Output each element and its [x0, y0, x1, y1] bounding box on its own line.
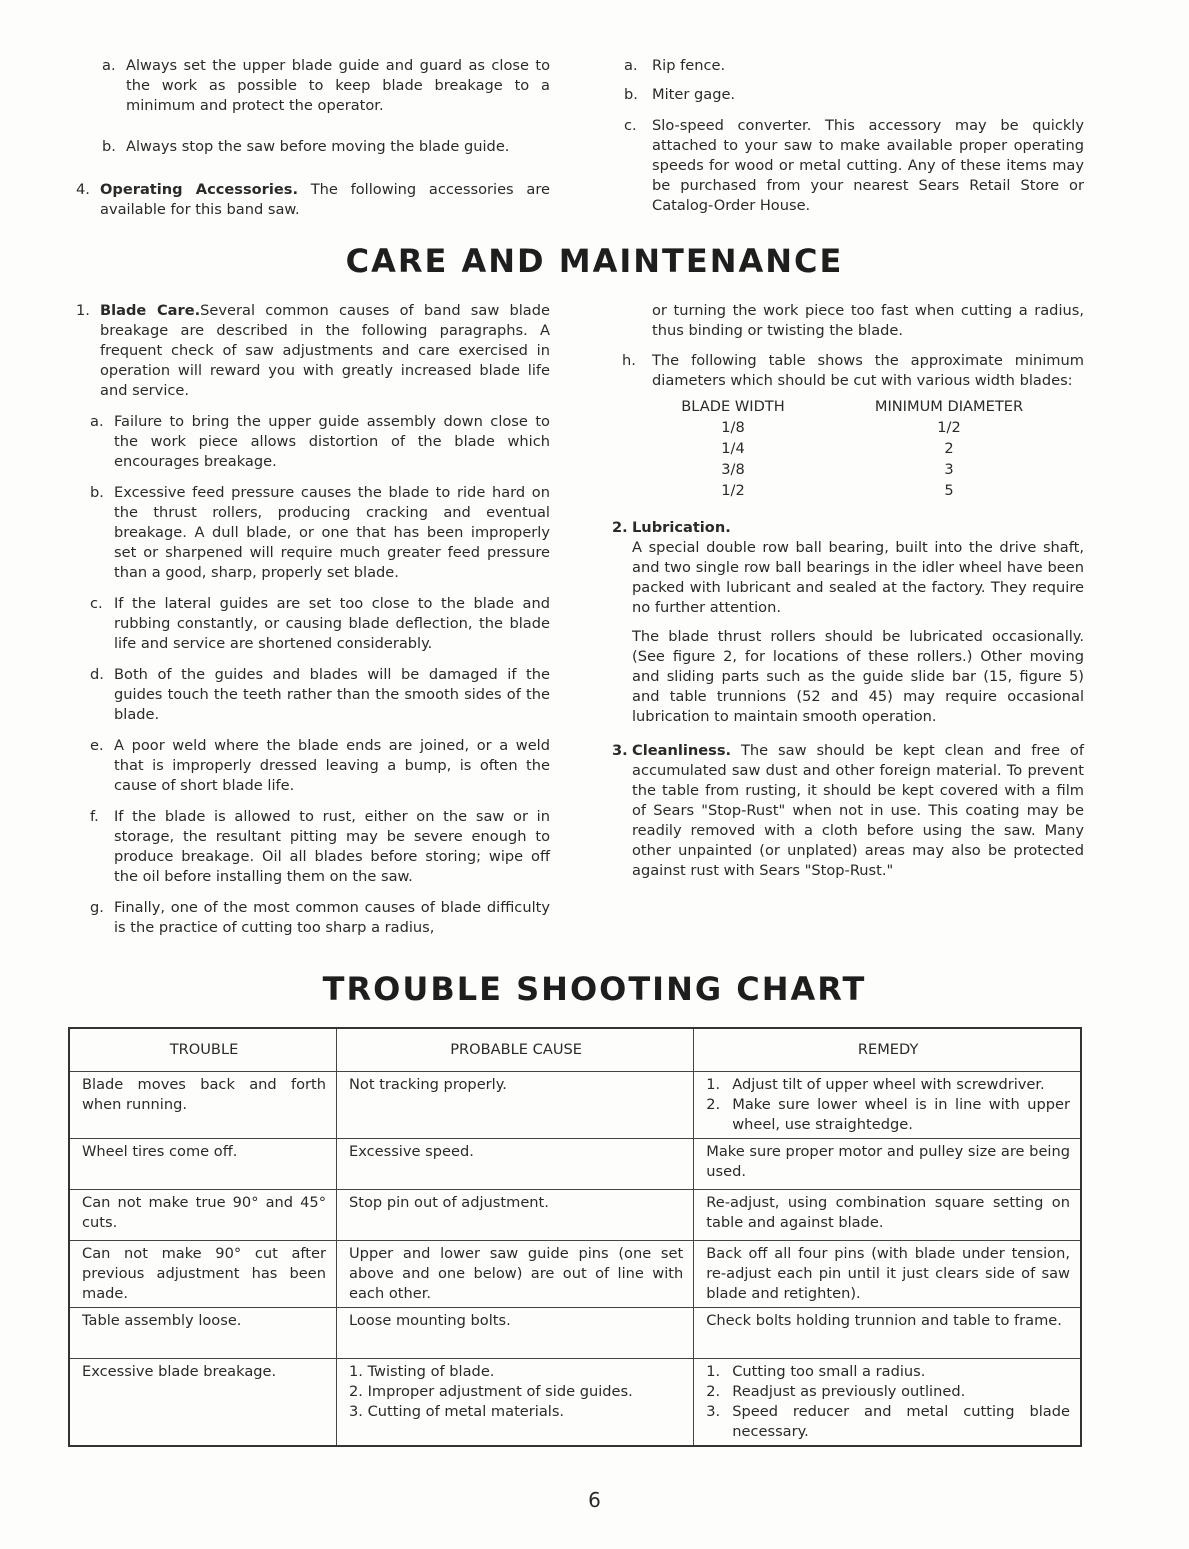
table-row: [69, 1072, 1081, 1139]
cause-line: Loose mounting bolts.: [349, 1312, 511, 1329]
blade-care-list: [76, 412, 550, 938]
remedy-line: [706, 1311, 1070, 1331]
trouble-cell: Excessive blade breakage.: [69, 1359, 337, 1447]
section-number: 1.: [76, 302, 90, 319]
table-cell: 1/2: [937, 419, 961, 436]
item-label: b.: [90, 484, 104, 501]
trouble-cell: Can not make true 90° and 45° cuts.: [69, 1190, 337, 1241]
item-text: Failure to bring the upper guide assembly down close to the work piece allows distortion of the blade which encourages breakage.: [114, 413, 550, 470]
remedy-cell: [694, 1241, 1081, 1308]
item-text: Finally, one of the most common causes of blade difficulty is the practice of cutting too sharp a radius,: [114, 899, 550, 936]
item-text: If the lateral guides are set too close to the blade and rubbing constantly, or causing blade deflection, the blade life and service are shortened considerably.: [114, 595, 550, 652]
table-row: [69, 1308, 1081, 1359]
table-row: [652, 481, 1084, 502]
trouble-cell: Table assembly loose.: [69, 1308, 337, 1359]
cause-line: 2. Improper adjustment of side guides.: [349, 1383, 633, 1400]
section-text: Several common causes of band saw blade breakage are described in the following paragraphs. A frequent check of saw adjustments and care exercised in operation will reward you with greatly increased blade life and service.: [100, 302, 550, 399]
remedy-cell: [694, 1139, 1081, 1190]
table-row: [652, 460, 1084, 481]
remedy-number: 2.: [706, 1383, 721, 1400]
remedy-text: Make sure proper motor and pulley size are being used.: [706, 1143, 1070, 1180]
table-cell: 3: [944, 461, 954, 478]
item-label: f.: [90, 808, 99, 825]
table-header-row: [652, 397, 1084, 418]
list-item: [90, 736, 550, 796]
section-cleanliness: [612, 741, 1084, 881]
list-item: [622, 351, 1084, 391]
cause-cell: [337, 1190, 694, 1241]
section-operating-accessories: [76, 180, 550, 220]
list-item: [90, 412, 550, 472]
item-label: e.: [90, 737, 104, 754]
remedy-line: [706, 1244, 1070, 1304]
remedy-cell: [694, 1072, 1081, 1139]
remedy-text: Re-adjust, using combination square setting on table and against blade.: [706, 1194, 1070, 1231]
item-label: a.: [90, 413, 104, 430]
section-paragraph: The blade thrust rollers should be lubricated occasionally. (See figure 2, for locations of these rollers.) Other moving and sliding parts such as the guide slide bar (15, figure 5) and table trunnions (52 and 45) may require occasional lubrication to maintain smooth operation.: [632, 628, 1084, 725]
column-header: BLADE WIDTH: [681, 398, 785, 415]
remedy-cell: [694, 1359, 1081, 1447]
list-item: [90, 483, 550, 583]
table-row: [652, 418, 1084, 439]
remedy-text: Adjust tilt of upper wheel with screwdriver.: [732, 1076, 1045, 1093]
column-header: MINIMUM DIAMETER: [874, 398, 1024, 415]
remedy-number: 3.: [706, 1403, 721, 1420]
remedy-line: [706, 1362, 1070, 1382]
cause-cell: [337, 1139, 694, 1190]
care-maintenance-heading: CARE AND MAINTENANCE: [345, 242, 844, 280]
list-item: [624, 56, 1084, 76]
remedy-number: 2.: [706, 1096, 721, 1113]
list-item: [624, 85, 1084, 105]
item-text: Excessive feed pressure causes the blade to ride hard on the thrust rollers, producing cracking and eventual breakage. A dull blade, or one that has been improperly set or sharpened will require much greater feed pressure than a good, sharp, properly set blade.: [114, 484, 550, 581]
item-label: b.: [624, 86, 638, 103]
remedy-text: Readjust as previously outlined.: [732, 1383, 966, 1400]
section-number: 2.: [612, 519, 628, 536]
item-label: g.: [90, 899, 104, 916]
table-cell: 1/4: [721, 440, 745, 457]
item-text: Always set the upper blade guide and guard as close to the work as possible to keep blade breakage to a minimum and protect the operator.: [126, 57, 550, 114]
table-row: [69, 1241, 1081, 1308]
list-item: [624, 116, 1084, 216]
top-right-column: [624, 56, 1084, 216]
list-item: [102, 137, 550, 157]
trouble-shooting-heading: TROUBLE SHOOTING CHART: [322, 970, 867, 1008]
item-label: d.: [90, 666, 104, 683]
item-label: b.: [102, 138, 116, 155]
care-left-column: [76, 301, 550, 938]
item-label: a.: [102, 57, 116, 74]
remedy-line: [706, 1193, 1070, 1233]
top-left-column: [76, 56, 550, 220]
section-title: Cleanliness.: [632, 742, 732, 759]
remedy-text: Cutting too small a radius.: [732, 1363, 926, 1380]
item-text: Slo-speed converter. This accessory may be quickly attached to your saw to make available proper operating speeds for wood or metal cutting. Any of these items may be purchased from your nearest Sears Retail Store or Catalog-Order House.: [652, 117, 1084, 214]
section-text: The following accessories are available for this band saw.: [100, 181, 550, 218]
table-cell: 1/2: [721, 482, 745, 499]
cause-cell: [337, 1359, 694, 1447]
cause-cell: [337, 1308, 694, 1359]
section-lubrication: [612, 518, 1084, 538]
trouble-cell: Wheel tires come off.: [69, 1139, 337, 1190]
section-title: Operating Accessories.: [100, 181, 298, 198]
table-row: [69, 1139, 1081, 1190]
remedy-text: Speed reducer and metal cutting blade necessary.: [732, 1403, 1070, 1440]
section-title: Blade Care.: [100, 302, 201, 319]
cause-line: Not tracking properly.: [349, 1076, 507, 1093]
list-item: [90, 898, 550, 938]
item-text: Rip fence.: [652, 57, 726, 74]
remedy-number: 1.: [706, 1076, 721, 1093]
item-label: c.: [90, 595, 103, 612]
cause-line: 3. Cutting of metal materials.: [349, 1403, 565, 1420]
table-cell: 5: [944, 482, 954, 499]
trouble-cell: Blade moves back and forth when running.: [69, 1072, 337, 1139]
blade-width-table: [652, 397, 1084, 502]
item-text: A poor weld where the blade ends are joined, or a weld that is improperly dressed leaving a bump, is often the cause of short blade life.: [114, 737, 550, 794]
column-header: PROBABLE CAUSE: [337, 1028, 694, 1072]
remedy-line: [706, 1075, 1070, 1095]
table-cell: 1/8: [721, 419, 745, 436]
section-text: The saw should be kept clean and free of accumulated saw dust and other foreign material. To prevent the table from rusting, it should be kept covered with a film of Sears "Stop-Rust" when not in use. This coating may be readily removed with a cloth before using the saw. Many other unpainted (or unplated) areas may also be protected against rust with Sears "Stop-Rust.": [632, 742, 1084, 879]
remedy-text: Check bolts holding trunnion and table to frame.: [706, 1312, 1062, 1329]
continued-text: or turning the work piece too fast when cutting a radius, thus binding or twisting the blade.: [652, 302, 1084, 339]
list-item: [102, 56, 550, 116]
column-header: TROUBLE: [69, 1028, 337, 1072]
remedy-line: [706, 1402, 1070, 1442]
list-item: [90, 594, 550, 654]
cause-line: Upper and lower saw guide pins (one set above and one below) are out of line with each other.: [349, 1245, 684, 1302]
section-title: Lubrication.: [632, 519, 731, 536]
care-right-column: [612, 301, 1084, 881]
cause-line: Stop pin out of adjustment.: [349, 1194, 549, 1211]
remedy-cell: [694, 1308, 1081, 1359]
section-number: 4.: [76, 181, 90, 198]
item-text: Miter gage.: [652, 86, 736, 103]
trouble-cell: Can not make 90° cut after previous adjustment has been made.: [69, 1241, 337, 1308]
item-text: Always stop the saw before moving the blade guide.: [126, 138, 510, 155]
cause-line: 1. Twisting of blade.: [349, 1363, 495, 1380]
item-text: The following table shows the approximate minimum diameters which should be cut with various width blades:: [652, 352, 1084, 389]
list-item: [90, 807, 550, 887]
trouble-shooting-table: [68, 1027, 1082, 1447]
table-cell: 3/8: [721, 461, 745, 478]
item-label: h.: [622, 352, 636, 369]
remedy-text: Back off all four pins (with blade under tension, re-adjust each pin until it just clears side of saw blade and retighten).: [706, 1245, 1070, 1302]
table-header-row: [69, 1028, 1081, 1072]
cause-line: Excessive speed.: [349, 1143, 474, 1160]
table-row: [69, 1359, 1081, 1447]
remedy-text: Make sure lower wheel is in line with upper wheel, use straightedge.: [732, 1096, 1070, 1133]
cause-cell: [337, 1241, 694, 1308]
cause-cell: [337, 1072, 694, 1139]
section-blade-care: [76, 301, 550, 401]
remedy-line: [706, 1382, 1070, 1402]
section-paragraph: A special double row ball bearing, built into the drive shaft, and two single row ball bearings in the idler wheel have been packed with lubricant and sealed at the factory. They require no further attention.: [632, 539, 1084, 616]
item-label: a.: [624, 57, 638, 74]
remedy-number: 1.: [706, 1363, 721, 1380]
table-row: [69, 1190, 1081, 1241]
list-item: [90, 665, 550, 725]
table-cell: 2: [944, 440, 954, 457]
table-row: [652, 439, 1084, 460]
page-number: 6: [588, 1488, 601, 1512]
item-text: If the blade is allowed to rust, either on the saw or in storage, the resultant pitting may be severe enough to produce breakage. Oil all blades before storing; wipe off the oil before installing them on the saw.: [114, 808, 550, 885]
section-number: 3.: [612, 742, 628, 759]
remedy-cell: [694, 1190, 1081, 1241]
item-text: Both of the guides and blades will be damaged if the guides touch the teeth rather than the smooth sides of the blade.: [114, 666, 550, 723]
remedy-line: [706, 1095, 1070, 1135]
item-label: c.: [624, 117, 637, 134]
column-header: REMEDY: [694, 1028, 1081, 1072]
remedy-line: [706, 1142, 1070, 1182]
